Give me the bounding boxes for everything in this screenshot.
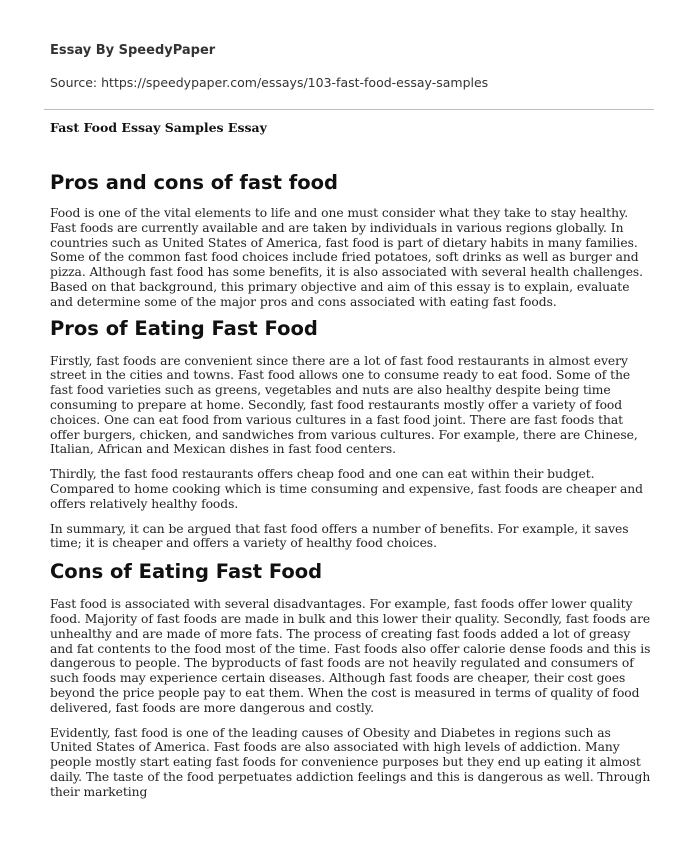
paragraph: Evidently, fast food is one of the leading causes of Obesity and Diabetes in regions such as United States of America. Fast foods are also associated with high levels of addiction. Many people mostly start eating fast foods for convenience purposes but they end up eating it almost daily. The taste of the food perpetuates addiction feelings and this is dangerous as well. Through their marketing	[50, 725, 651, 799]
essay-body	[50, 170, 655, 800]
essay-source-title: Essay By SpeedyPaper	[50, 43, 216, 58]
section-heading: Pros and cons of fast food	[50, 171, 338, 194]
source-url: Source: https://speedypaper.com/essays/103-fast-food-essay-samples	[50, 75, 489, 90]
section-heading: Cons of Eating Fast Food	[50, 560, 323, 584]
essay-title: Fast Food Essay Samples Essay	[50, 120, 267, 135]
section-heading: Pros of Eating Fast Food	[50, 316, 318, 340]
paragraph: In summary, it can be argued that fast food offers a number of benefits. For example, it saves time; it is cheaper and offers a variety of healthy food choices.	[50, 521, 629, 551]
paragraph: Food is one of the vital elements to life and one must consider what they take to stay healthy. Fast foods are currently available and are taken by individuals in various regions globally. In countries such as United States of America, fast food is part of dietary habits in many families. Some of the common fast food choices include fried potatoes, soft drinks as well as burger and pizza. Although fast food has some benefits, it is also associated with several health challenges. Based on that background, this primary objective and aim of this essay is to explain, evaluate and determine some of the major pros and cons associated with eating fast foods.	[50, 206, 644, 309]
paragraph: Thirdly, the fast food restaurants offers cheap food and one can eat within their budget. Compared to home cooking which is time consuming and expensive, fast foods are cheaper and offers relatively healthy foods.	[50, 467, 643, 511]
header-divider	[44, 109, 654, 110]
paragraph: Firstly, fast foods are convenient since there are a lot of fast food restaurants in almost every street in the cities and towns. Fast food allows one to consume ready to eat food. Some of the fast food varieties such as greens, vegetables and nuts are also healthy despite being time consuming to prepare at home. Secondly, fast food restaurants mostly offer a variety of food choices. One can eat food from various cultures in a fast food joint. There are fast foods that offer burgers, chicken, and sandwiches from various cultures. For example, there are Chinese, Italian, African and Mexican dishes in fast food centers.	[50, 353, 638, 457]
paragraph: Fast food is associated with several disadvantages. For example, fast foods offer lower quality food. Majority of fast foods are made in bulk and this lower their quality. Secondly, fast foods are unhealthy and are made of more fats. The process of creating fast foods added a lot of greasy and fat contents to the food most of the time. Fast foods also offer calorie dense foods and this is dangerous to people. The byproducts of fast foods are not heavily regulated and consumers of such foods may experience certain diseases. Although fast foods are cheaper, their cost goes beyond the price people pay to eat them. When the cost is measured in terms of quality of food delivered, fast foods are more dangerous and costly.	[50, 597, 651, 715]
